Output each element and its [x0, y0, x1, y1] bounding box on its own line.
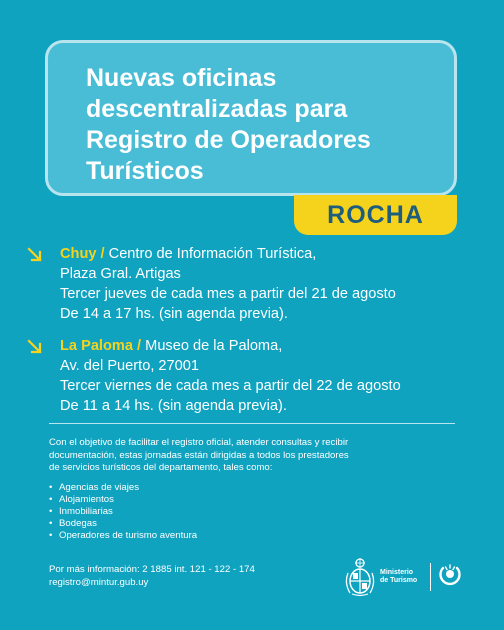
location-place: Centro de Información Turística, — [104, 246, 317, 262]
department-badge: ROCHA — [294, 195, 457, 235]
ministry-name — [380, 569, 417, 585]
location-place: Museo de la Paloma, — [141, 338, 283, 354]
location-heading — [60, 244, 396, 264]
arrow-down-right-icon — [27, 247, 43, 263]
ministry-line: Ministerio — [380, 569, 414, 576]
contact-phone: Por más información: 2 1885 int. 121 - 122 - 174 — [49, 564, 255, 575]
location-schedule: Tercer viernes de cada mes a partir del 22 de agosto — [60, 378, 401, 394]
list-item: • Alojamientos — [49, 494, 469, 506]
description — [49, 437, 469, 543]
description-line: de servicios turísticos del departamento, tales como: — [49, 462, 273, 473]
location-hours: De 11 a 14 hs. (sin agenda previa). — [60, 398, 287, 414]
title-line: descentralizadas para — [86, 95, 348, 123]
title-card — [45, 40, 457, 196]
title-line: Registro de Operadores — [86, 126, 371, 154]
location-name: Chuy / — [60, 246, 105, 262]
contact-info — [49, 564, 255, 589]
page-title — [86, 63, 446, 187]
contact-email[interactable]: registro@mintur.gub.uy — [49, 576, 149, 588]
location-hours: De 14 a 17 hs. (sin agenda previa). — [60, 306, 288, 322]
list-item: • Operadores de turismo aventura — [49, 530, 469, 542]
title-line: Nuevas oficinas — [86, 64, 277, 92]
uruguay-sun-icon — [437, 562, 463, 588]
description-line: documentación, estas jornadas están dirigidas a todos los prestadores — [49, 449, 349, 461]
description-line: Con el objetivo de facilitar el registro oficial, atender consultas y recibir — [49, 437, 349, 448]
ministry-line: de Turismo — [380, 577, 418, 584]
location-heading — [60, 336, 401, 356]
location-schedule: Tercer jueves de cada mes a partir del 21 de agosto — [60, 286, 396, 302]
ministry-logo — [344, 557, 444, 597]
location-address: Av. del Puerto, 27001 — [60, 358, 200, 374]
logo-divider — [430, 563, 431, 591]
list-item: • Inmobiliarias — [49, 506, 469, 518]
location-name: La Paloma / — [60, 338, 142, 354]
title-line: Turísticos — [86, 157, 204, 185]
list-item: • Bodegas — [49, 518, 469, 530]
arrow-down-right-icon — [27, 339, 43, 355]
coat-of-arms-icon — [344, 557, 376, 597]
provider-list — [49, 482, 469, 543]
location-address: Plaza Gral. Artigas — [60, 266, 181, 282]
list-item: • Agencias de viajes — [49, 482, 469, 494]
divider — [49, 423, 455, 424]
